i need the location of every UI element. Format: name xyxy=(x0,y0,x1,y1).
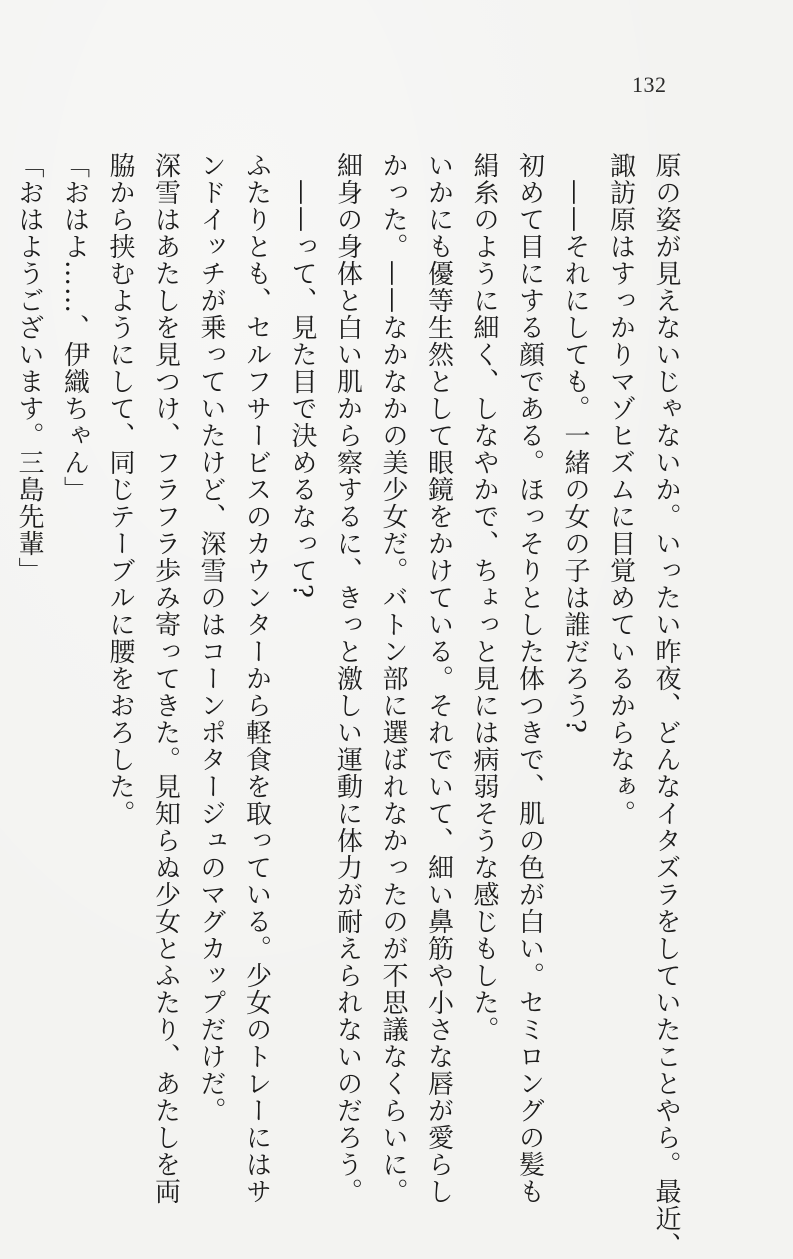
text-line: 深雪はあたしを見つけ、フラフラ歩み寄ってきた。見知らぬ少女とふたり、あたしを両 xyxy=(150,152,181,1205)
text-line: 脇から挟むようにして、同じテーブルに腰をおろした。 xyxy=(105,152,135,827)
text-line: 原の姿が見えないじゃないか。いったい昨夜、どんなイタズラをしていたことやら。最近、 xyxy=(651,152,681,1259)
text-line: ンドイッチが乗っていたけど、深雪のはコーンポタージュのマグカップだけだ。 xyxy=(196,152,226,1124)
text-line xyxy=(0,152,6,1152)
page-number: 132 xyxy=(632,72,667,97)
text-line: ——って、見た目で決めるなって? xyxy=(287,152,317,599)
text-line: 絹糸のように細く、しなやかで、ちょっと見には病弱そうな感じもした。 xyxy=(469,152,499,1043)
text-line: 細身の身体と白い肌から察するに、きっと激しい運動に体力が耐えられないのだろう。 xyxy=(332,152,363,1205)
text-line: いかにも優等生然として眼鏡をかけている。それでいて、細い鼻筋や小さな唇が愛らし xyxy=(423,152,454,1205)
text-line: ふたりとも、セルフサービスのカウンターから軽食を取っている。少女のトレーにはサ xyxy=(241,152,272,1205)
text-line: 「おはようございます。三島先輩」 xyxy=(14,152,44,584)
text-line: かった。——なかなかの美少女だ。バトン部に選ばれなかったのが不思議なくらいに。 xyxy=(378,152,408,1205)
body-text xyxy=(0,152,688,1259)
text-line: 「おはよ……、伊織ちゃん」 xyxy=(59,152,90,503)
text-line: 諏訪原はすっかりマゾヒズムに目覚めているからなぁ。 xyxy=(605,152,636,827)
text-line: ——それにしても。一緒の女の子は誰だろう? xyxy=(560,152,590,734)
text-line: 初めて目にする顔である。ほっそりとした体つきで、肌の色が白い。セミロングの髪も xyxy=(514,152,545,1205)
